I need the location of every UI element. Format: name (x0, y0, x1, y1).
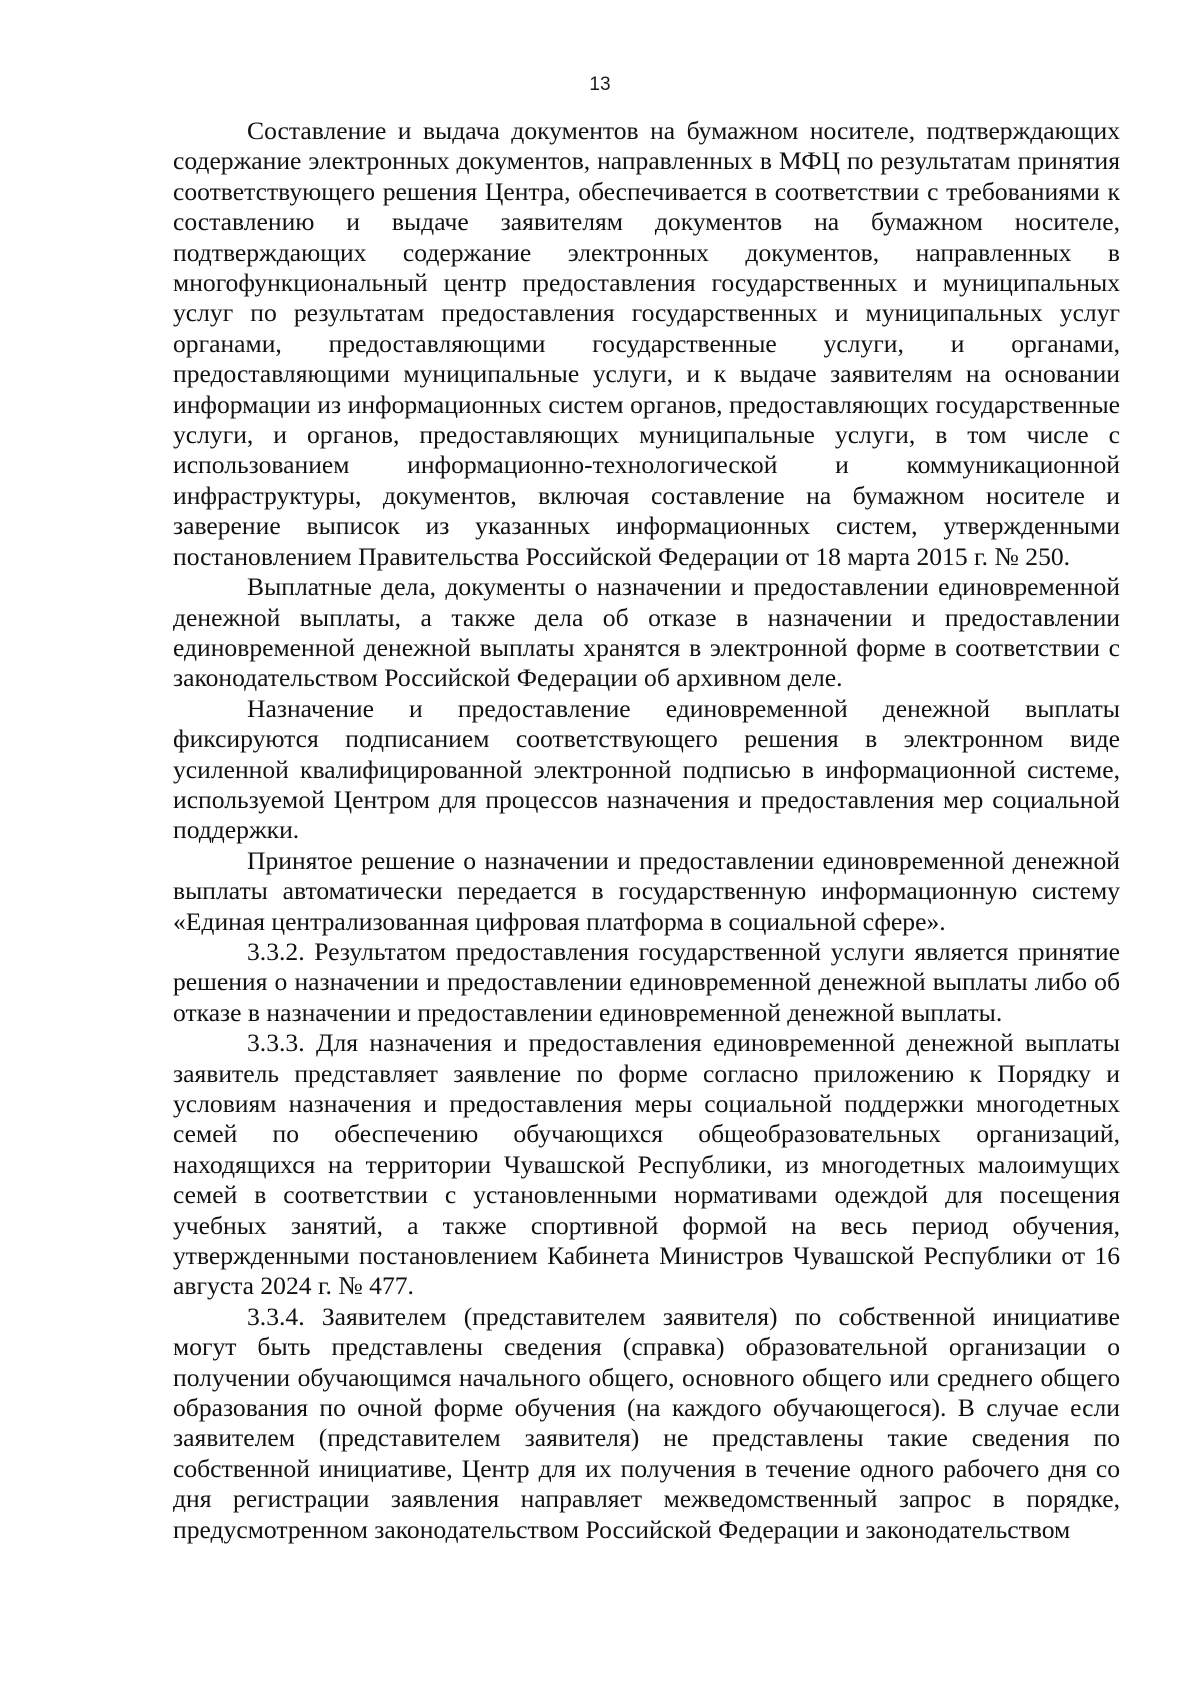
paragraph-decision-transfer: Принятое решение о назначении и предоставлении единовременной денежной выплаты автоматически передается в государственную информационную систему «Единая централизованная цифровая платформа в социальной сфере». (173, 845, 1120, 936)
paragraph-paper-documents: Составление и выдача документов на бумажном носителе, подтверждающих содержание электронных документов, направленных в МФЦ по результатам принятия соответствующего решения Центра, обеспечивается в соответствии с требованиями к составлению и выдаче заявителям документов на бумажном носителе, подтверждающих содержание электронных документов, направленных в многофункциональный центр предоставления государственных и муниципальных услуг по результатам предоставления государственных и муниципальных услуг органами, предоставляющими государственные услуги, и органами, предоставляющими муниципальные услуги, и к выдаче заявителям на основании информации из информационных систем органов, предоставляющих государственные услуги, и органов, предоставляющих муниципальные услуги, в том числе с использованием информационно-технологической и коммуникационной инфраструктуры, документов, включая составление на бумажном носителе и заверение выписок из указанных информационных систем, утвержденными постановлением Правительства Российской Федерации от 18 марта 2015 г. № 250. (173, 116, 1120, 571)
paragraph-payment-files: Выплатные дела, документы о назначении и предоставлении единовременной денежной выплаты, а также дела об отказе в назначении и предоставлении единовременной денежной выплаты хранятся в электронной форме в соответствии с законодательством Российской Федерации об архивном деле. (173, 572, 1120, 693)
page-number: 13 (589, 74, 611, 95)
document-body (173, 116, 1120, 1545)
paragraph-3-3-4: 3.3.4. Заявителем (представителем заявителя) по собственной инициативе могут быть представлены сведения (справка) образовательной организации о получении обучающимся начального общего, основного общего или среднего общего образования по очной форме обучения (на каждого обучающегося). В случае если заявителем (представителем заявителя) не представлены такие сведения по собственной инициативе, Центр для их получения в течение одного рабочего дня со дня регистрации заявления направляет межведомственный запрос в порядке, предусмотренном законодательством Российской Федерации и законодательством (173, 1301, 1120, 1544)
paragraph-electronic-signature: Назначение и предоставление единовременной денежной выплаты фиксируются подписанием соответствующего решения в электронном виде усиленной квалифицированной электронной подписью в информационной системе, используемой Центром для процессов назначения и предоставления мер социальной поддержки. (173, 693, 1120, 845)
paragraph-3-3-3: 3.3.3. Для назначения и предоставления единовременной денежной выплаты заявитель представляет заявление по форме согласно приложению к Порядку и условиям назначения и предоставления меры социальной поддержки многодетных семей по обеспечению обучающихся общеобразовательных организаций, находящихся на территории Чувашской Республики, из многодетных малоимущих семей в соответствии с установленными нормативами одеждой для посещения учебных занятий, а также спортивной формой на весь период обучения, утвержденными постановлением Кабинета Министров Чувашской Республики от 16 августа 2024 г. № 477. (173, 1028, 1120, 1301)
paragraph-3-3-2: 3.3.2. Результатом предоставления государственной услуги является принятие решения о назначении и предоставлении единовременной денежной выплаты либо об отказе в назначении и предоставлении единовременной денежной выплаты. (173, 936, 1120, 1027)
